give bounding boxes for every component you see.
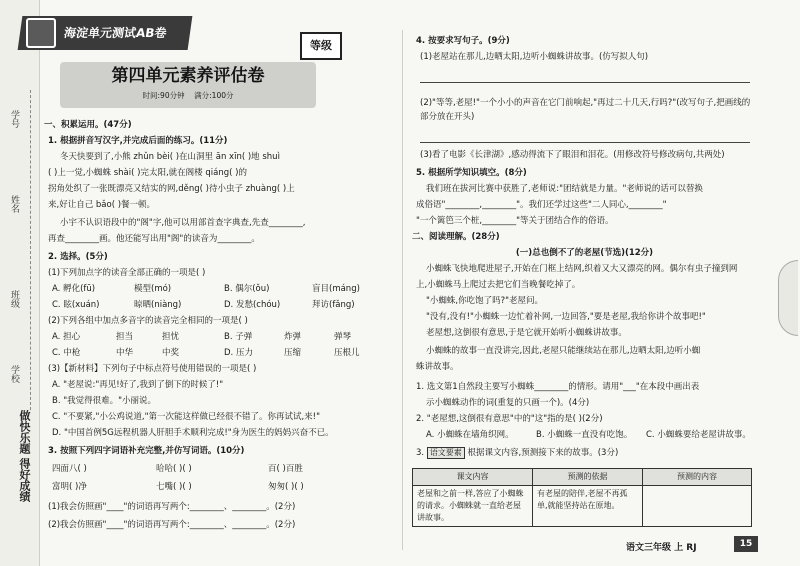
answer-line[interactable]	[420, 142, 750, 143]
reading-q2-c[interactable]: C. 小蜘蛛要给老屋讲故事。	[646, 430, 751, 440]
q3-prompt: 3. 按照下列四字词语补充完整,并仿写词语。(10分)	[48, 446, 245, 456]
table-header: 预测的依据	[533, 469, 643, 486]
q2-sub1-f: 晾晒(niàng)	[134, 300, 182, 310]
q2-sub3: (3)【新材料】下列句子中标点符号使用错误的一项是( )	[48, 364, 257, 374]
q4-sub3: (3)看了电影《长津湖》,感动得流下了眼泪和泪花。(用修改符号修改病句,共两处)	[420, 150, 725, 160]
passage-p5: 小蜘蛛的故事一直没讲完,因此,老屋只能继续站在那儿,边晒太阳,边听小蜘	[426, 346, 701, 356]
publisher-logo-icon	[26, 18, 56, 48]
q1-line-5: 小宇不认识语段中的"阁"字,他可以用部首查字典查,先查________,	[60, 218, 306, 228]
grade-box: 等级	[300, 32, 342, 60]
spine-logo: 做快乐题 得好成绩	[18, 410, 31, 502]
series-banner: 海淀单元测试AB卷	[18, 16, 193, 50]
q1-line-3: 拐角处织了一张既漂亮又结实的网,děng( )待小虫子 zhuàng( )上	[48, 184, 295, 194]
full-score: 满分:100分	[194, 91, 234, 100]
reading-q3: 3. 语文要素 根据课文内容,预测接下来的故事。(3分)	[416, 448, 619, 458]
q2-sub1-g: D. 发愁(chóu)	[224, 300, 281, 310]
q2-sub1: (1)下列加点字的读音全部正确的一项是( )	[48, 268, 206, 278]
table-cell: 老屋和之前一样,答应了小蜘蛛的请求。小蜘蛛就一直给老屋讲故事。	[413, 486, 533, 527]
page-title: 第四单元素养评估卷	[111, 66, 265, 86]
footer-text: 语文三年级 上 RJ	[626, 543, 697, 553]
time-limit: 时间:90分钟	[142, 91, 185, 100]
passage-p2: "小蜘蛛,你吃饱了吗?"老屋问。	[426, 296, 544, 306]
q2-sub1-a: A. 孵化(fū)	[52, 284, 96, 294]
passage-p1b: 上,小蜘蛛马上爬过去把它们当晚餐吃掉了。	[416, 280, 581, 290]
q5-line-3: "一个篱笆三个桩,________"等关于团结合作的俗语。	[416, 216, 614, 226]
q2-sub2-opt: D. 压力	[224, 348, 253, 358]
q2-sub3-b: B. "我觉得很难。"小丽说。	[52, 396, 157, 406]
passage-p4: 老屋想,这倒很有意思,于是它就开始听小蜘蛛讲故事。	[426, 328, 627, 338]
prediction-table	[412, 468, 752, 527]
q2-sub2-opt: 中奖	[162, 348, 180, 358]
spine-label-class: 班级	[9, 290, 19, 308]
q2-prompt: 2. 选择。(5分)	[48, 252, 108, 262]
q3-word: 富明( )净	[52, 482, 87, 492]
q1-line-1: 冬天快要到了,小熊 zhǔn bèi( )在山洞里 ān xīn( )地 shuì	[60, 152, 280, 162]
q2-sub2-opt: A. 担心	[52, 332, 81, 342]
q2-sub1-b: 模型(mó)	[134, 284, 172, 294]
reading-q2: 2. "老屋想,这倒很有意思"中的"这"指的是( )(2分)	[416, 414, 603, 424]
q4-prompt: 4. 按要求写句子。(9分)	[416, 36, 510, 46]
reading-q1b: 示小蜘蛛动作的词(重复的只画一个)。(4分)	[426, 398, 590, 408]
q4-sub2: (2)"等等,老屋!"一个小小的声音在它门前响起,"再过二十几天,行吗?"(改写句子,把画线的部分放在开头)	[420, 98, 751, 122]
left-column	[44, 0, 394, 566]
q3-word: 七嘴( )( )	[156, 482, 192, 492]
q5-line-2: 成俗语"________,________"。我们还学过这些"二人同心,________"	[416, 200, 667, 210]
q5-line-1: 我们班在拔河比赛中获胜了,老师说:"团结就是力量。"老师说的话可以替换	[426, 184, 703, 194]
table-header: 预测的内容	[643, 469, 752, 486]
q2-sub2-opt: 弹琴	[334, 332, 352, 342]
spine-label-name: 姓名	[9, 195, 19, 213]
answer-line[interactable]	[420, 82, 750, 83]
q2-sub2-opt: 中华	[116, 348, 134, 358]
section-2-heading: 二、阅读理解。(28分)	[412, 232, 500, 242]
q3-word: 匆匆( )( )	[268, 482, 304, 492]
q2-sub1-e: C. 眩(xuán)	[52, 300, 100, 310]
reading-q2-a[interactable]: A. 小蜘蛛在墙角织网。	[426, 430, 514, 440]
q3-word: 四面八( )	[52, 464, 87, 474]
passage-p5b: 蛛讲故事。	[416, 362, 459, 372]
table-header: 课文内容	[413, 469, 533, 486]
q2-sub1-d: 盲目(máng)	[312, 284, 360, 294]
q2-sub3-c: C. "不要紧,"小公鸡说道,"第一次能这样做已经很不错了。你再试试,来!"	[52, 412, 320, 422]
literacy-tag: 语文要素	[427, 447, 465, 459]
binding-spine	[0, 0, 40, 566]
spine-label-student-id: 学号	[9, 110, 19, 128]
q1-line-6: 再查________画。他还能写出用"阁"的读音为________。	[48, 234, 260, 244]
q2-sub2-opt: 炸弹	[284, 332, 302, 342]
q2-sub2: (2)下列各组中加点多音字的读音完全相同的一项是( )	[48, 316, 248, 326]
q3-word: 百( )百胜	[268, 464, 303, 474]
q3-sub1: (1)我会仿照画"____"的词语再写两个:________、________。(2分)	[48, 502, 296, 512]
q2-sub2-opt: C. 中枪	[52, 348, 81, 358]
q2-sub1-c: B. 偶尔(ǒu)	[224, 284, 270, 294]
q1-line-4: 来,好让自己 bǎo( )餐一顿。	[48, 200, 156, 210]
q2-sub2-opt: 担当	[116, 332, 134, 342]
q2-sub2-opt: 压缩	[284, 348, 302, 358]
answer-cell[interactable]	[643, 486, 752, 527]
q2-sub2-opt: 担忧	[162, 332, 180, 342]
binding-hole	[778, 260, 798, 336]
table-cell: 有老屋的陪伴,老屋不再孤单,就能坚持站在原地。	[533, 486, 643, 527]
passage-title: (一)总也倒不了的老屋(节选)(12分)	[515, 248, 654, 258]
spine-label-school: 学校	[9, 365, 19, 383]
q1-prompt: 1. 根据拼音写汉字,并完成后面的练习。(11分)	[48, 136, 228, 146]
q2-sub3-d: D. "中国首例5G远程机器人肝胆手术顺利完成!"身为医生的妈妈兴奋不已。	[52, 428, 334, 438]
reading-q2-b[interactable]: B. 小蜘蛛一直没有吃饱。	[536, 430, 633, 440]
q2-sub2-opt: 压根儿	[334, 348, 360, 358]
page-number: 15	[734, 536, 758, 552]
column-divider	[402, 30, 403, 550]
q1-line-2: ( )上一觉,小蜘蛛 shài( )完太阳,就在阁楼 qiáng( )的	[48, 168, 247, 178]
q5-prompt: 5. 根据所学知识填空。(8分)	[416, 168, 527, 178]
cut-line	[30, 90, 31, 410]
q3-word: 哈哈( )( )	[156, 464, 192, 474]
q3-sub2: (2)我会仿照画"____"的词语再写两个:________、________。(2分)	[48, 520, 296, 530]
q2-sub2-opt: B. 子弹	[224, 332, 253, 342]
section-1-heading: 一、积累运用。(47分)	[44, 120, 132, 130]
q2-sub3-a: A. "老屋说:"再见!好了,我到了倒下的时候了!"	[52, 380, 224, 390]
passage-p3: "没有,没有!"小蜘蛛一边忙着补网,一边回答,"要是老屋,我给你讲个故事吧!"	[426, 312, 706, 322]
reading-q3-text: 根据课文内容,预测接下来的故事。(3分)	[467, 448, 619, 458]
q4-sub1: (1)老屋站在那儿,边晒太阳,边听小蜘蛛讲故事。(仿写拟人句)	[420, 52, 649, 62]
passage-p1: 小蜘蛛飞快地爬进屋子,开始在门框上结网,织着又大又漂亮的网。偶尔有虫子撞到网	[426, 264, 738, 274]
reading-q1: 1. 选文第1自然段主要写小蜘蛛________的情形。请用"___"在本段中画出表	[416, 382, 700, 392]
right-column	[412, 0, 757, 566]
q2-sub1-h: 拜访(fǎng)	[312, 300, 355, 310]
